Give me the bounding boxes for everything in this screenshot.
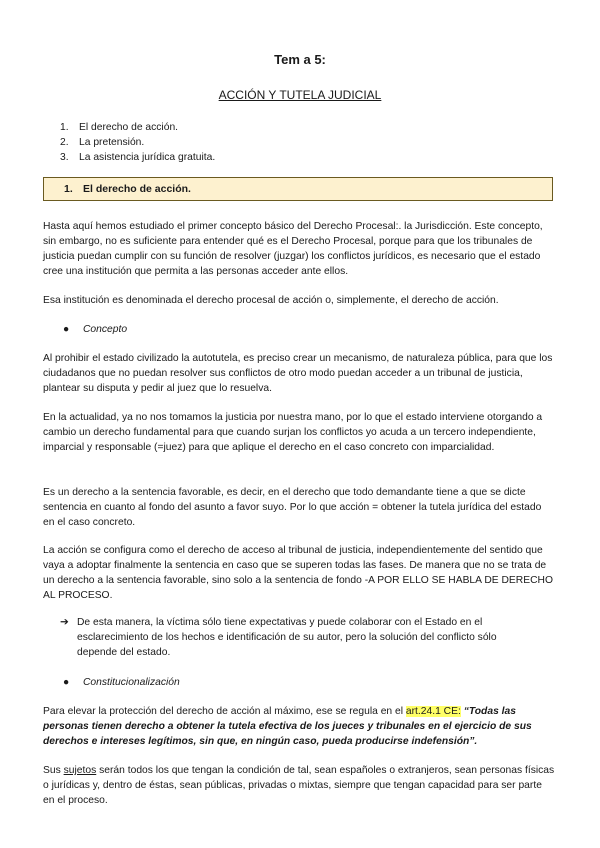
toc-item xyxy=(60,150,215,165)
toc-label: La asistencia jurídica gratuita. xyxy=(79,152,216,163)
paragraph-text: Sus xyxy=(43,765,64,776)
bullet-dot-icon: ● xyxy=(63,324,70,335)
section-heading: El derecho de acción. xyxy=(83,183,191,195)
page-subtitle: ACCIÓN Y TUTELA JUDICIAL xyxy=(218,88,382,102)
table-of-contents xyxy=(60,120,215,165)
paragraph-intro: Hasta aquí hemos estudiado el primer concepto básico del Derecho Procesal:. la Jurisdicción. Este concepto, sin embargo, no es suficiente para entender qué es el Derecho Procesal, porque para que los tribunales de justicia puedan cumplir con su función de resolver (juzgar) los conflictos jurídicos, es necesario que el estado cree una institución que permita a las personas acceder ante ellos. xyxy=(43,221,543,277)
paragraph-constitucion xyxy=(43,704,555,749)
toc-label: El derecho de acción. xyxy=(79,122,179,133)
toc-number: 3. xyxy=(60,152,69,163)
page-title: Tem a 5: xyxy=(274,52,326,67)
paragraph-text: Para elevar la protección del derecho de acción al máximo, ese se regula en el xyxy=(43,706,406,717)
paragraph-actualidad: En la actualidad, ya no nos tomamos la justicia por nuestra mano, por lo que el estado interviene otorgando a cambio un derecho fundamental para que cuando surjan los conflictos yo acuda a un tercero independiente, imparcial y responsable (=juez) para que aplique el derecho en el caso concreto con imparcialidad. xyxy=(43,412,543,453)
article-reference-highlight: art.24.1 CE: xyxy=(405,706,461,717)
article-quote: “Todas las personas tienen derecho a obtener la tutela efectiva de los jueces y tribunales en el ejercicio de sus derechos e intereses legítimos, sin que, en ningún caso, pueda producirse indefensión”. xyxy=(43,706,532,747)
toc-label: La pretensión. xyxy=(79,137,145,148)
toc-number: 1. xyxy=(60,122,69,133)
paragraph-accion: La acción se configura como el derecho de acceso al tribunal de justicia, independientemente del sentido que vaya a adoptar finalmente la sentencia en caso que se superen todas las fases. De manera que no se trata de un derecho a la sentencia favorable, sino solo a la sentencia de fondo -A POR ELLO SE HABLA DE DERECHO AL PROCESO. xyxy=(43,545,553,601)
paragraph-sujetos xyxy=(43,763,555,808)
paragraph-text: serán todos los que tengan la condición de tal, sean españoles o extranjeros, sean personas físicas o jurídicas y, dentro de éstas, sean públicas, privadas o mixtas, siempre que tengan capacidad para ser parte en el proceso. xyxy=(43,765,555,806)
toc-item xyxy=(60,135,215,150)
toc-item xyxy=(60,120,215,135)
bullet-concepto xyxy=(63,322,128,337)
bullet-label: Constitucionalización xyxy=(83,677,180,688)
bullet-constitucionalizacion xyxy=(63,675,180,690)
section-heading-box xyxy=(43,177,553,201)
paragraph-autotutela: Al prohibir el estado civilizado la autotutela, es preciso crear un mecanismo, de naturaleza pública, para que los ciudadanos que no puedan resolver sus conflictos de otro modo puedan acceder a un tribunal de justicia, plantear su disputa y pedir al juez que lo resuelva. xyxy=(43,353,553,394)
toc-number: 2. xyxy=(60,137,69,148)
section-number: 1. xyxy=(64,183,73,195)
arrow-right-icon: ➔ xyxy=(60,617,69,628)
bullet-label: Concepto xyxy=(83,324,128,335)
arrow-list-item xyxy=(60,615,539,660)
underlined-term: sujetos xyxy=(63,765,97,776)
paragraph-sentencia: Es un derecho a la sentencia favorable, es decir, en el derecho que todo demandante tiene a que se dicte sentencia en cuanto al fondo del asunto a favor suyo. Por lo que acción = obtener la tutela jurídica del estado en el caso concreto. xyxy=(43,487,542,528)
paragraph-institution: Esa institución es denominada el derecho procesal de acción o, simplemente, el derecho de acción. xyxy=(43,295,499,306)
bullet-dot-icon: ● xyxy=(63,677,70,688)
arrow-item-text: De esta manera, la víctima sólo tiene expectativas y puede colaborar con el Estado en el esclarecimiento de los hechos e identificación de su autor, pero la solución del conflicto sólo depende del estado. xyxy=(77,617,497,658)
